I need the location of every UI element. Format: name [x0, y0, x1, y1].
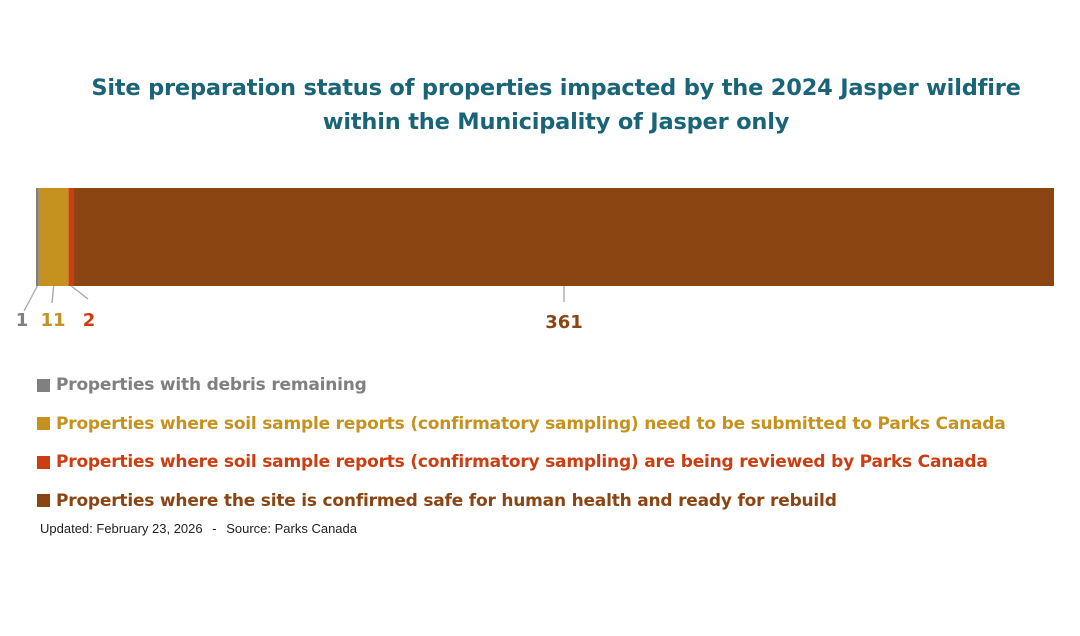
bar-segment-4 — [74, 188, 1054, 286]
leader-line-2 — [52, 286, 54, 303]
legend-label: Properties where the site is confirmed safe for human health and ready for rebuild — [56, 490, 837, 511]
legend-label: Properties with debris remaining — [56, 375, 367, 396]
data-label-1: 1 — [15, 310, 29, 331]
leader-line-1 — [24, 286, 37, 311]
bar-segment-2 — [39, 188, 69, 286]
legend-item-1 — [37, 366, 1006, 405]
chart-legend — [37, 366, 1006, 520]
footer-separator: - — [212, 521, 217, 536]
leader-line-3 — [71, 286, 88, 299]
legend-item-2 — [37, 405, 1006, 444]
chart-title-line1: Site preparation status of properties impacted by the 2024 Jasper wildfire — [91, 75, 1021, 101]
chart-subtitle: within the Municipality of Jasper only — [322, 109, 790, 135]
data-label-2: 11 — [40, 310, 66, 331]
legend-swatch — [37, 494, 50, 507]
legend-swatch — [37, 456, 50, 469]
bar-segment-1 — [36, 188, 39, 286]
legend-item-3 — [37, 443, 1006, 482]
source-note: Source: Parks Canada — [226, 521, 357, 536]
data-label-3: 2 — [82, 310, 96, 331]
legend-item-4 — [37, 482, 1006, 521]
legend-swatch — [37, 417, 50, 430]
chart-footer — [40, 521, 357, 536]
updated-date: Updated: February 23, 2026 — [40, 521, 203, 536]
legend-swatch — [37, 379, 50, 392]
data-label-4: 361 — [545, 312, 583, 333]
legend-label: Properties where soil sample reports (confirmatory sampling) are being reviewed by Parks Canada — [56, 452, 988, 473]
legend-label: Properties where soil sample reports (confirmatory sampling) need to be submitted to Parks Canada — [56, 413, 1006, 434]
bar-segment-3 — [69, 188, 74, 286]
